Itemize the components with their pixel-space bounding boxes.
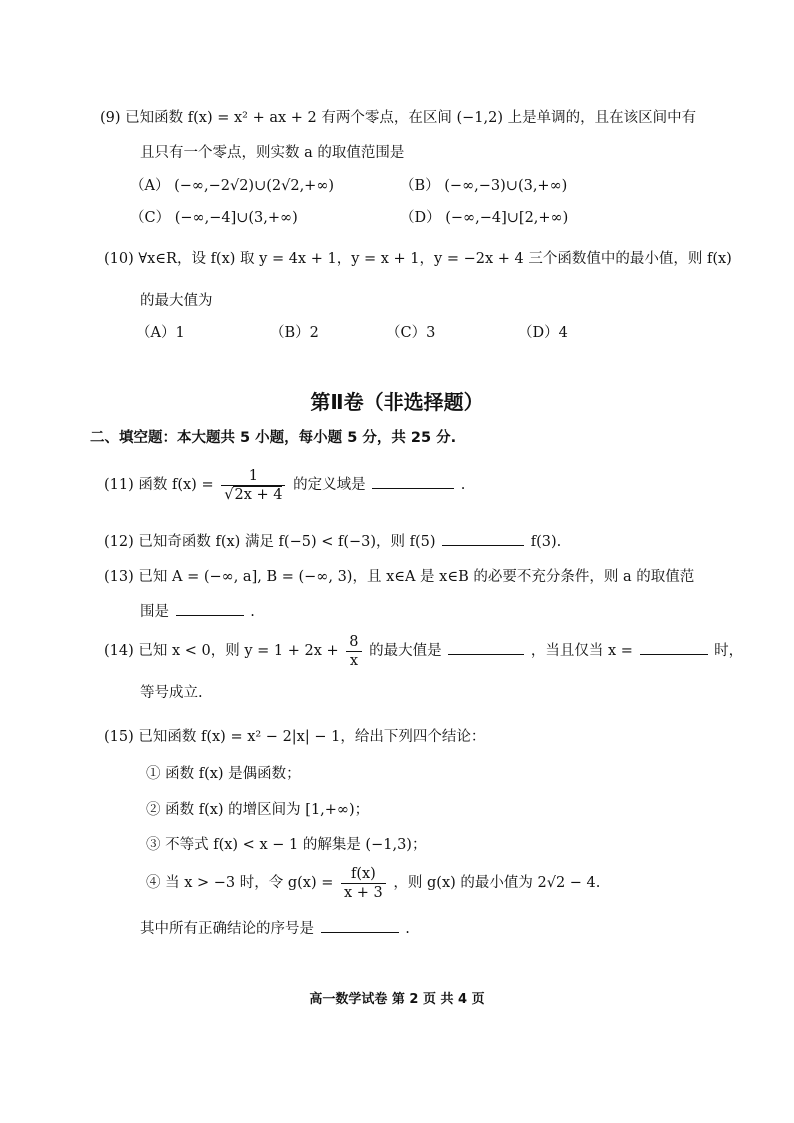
q13-text-line1: 已知 A = (−∞, a], B = (−∞, 3)，且 x∈A 是 x∈B 的必要不充分条件，则 a 的取值范 <box>138 569 695 585</box>
q15-item-3 <box>146 835 426 855</box>
q14-mid2: ，当且仅当 x = <box>530 643 633 659</box>
q15-item-2-mark: ② <box>146 802 161 818</box>
q15-item-1-mark: ① <box>146 766 161 782</box>
q11-numerator: 1 <box>221 467 285 486</box>
q12-line <box>104 531 561 552</box>
q15-item-4-denominator: x + 3 <box>344 884 383 901</box>
q15-text-line1: 已知函数 f(x) = x² − 2|x| − 1，给出下列四个结论： <box>138 729 486 745</box>
q13-answer-blank[interactable] <box>176 601 244 616</box>
q11-end: . <box>460 477 466 493</box>
q12-text: 已知奇函数 f(x) 满足 f(−5) < f(−3)，则 f(5) <box>138 534 436 550</box>
q9-option-d: （D） (−∞,−4]∪[2,+∞) <box>400 210 569 226</box>
q13-line1 <box>104 567 694 587</box>
q14-mid: 的最大值是 <box>369 643 442 659</box>
q10-text-line1: ∀x∈R，设 f(x) 取 y = 4x + 1，y = x + 1，y = −2x + 4 三个函数值中的最小值，则 f(x) <box>138 251 732 267</box>
q11-prefix: 函数 f(x) = <box>138 477 214 493</box>
section-title: 第Ⅱ卷（非选择题） <box>310 390 484 414</box>
q9-number: (9) <box>100 110 121 126</box>
q14-line2: 等号成立. <box>140 685 203 701</box>
q9-option-c: （C） (−∞,−4]∪(3,+∞) <box>130 210 298 226</box>
q11-fraction <box>221 467 285 504</box>
q10-number: (10) <box>104 251 134 267</box>
q15-item-4-fraction <box>341 865 386 902</box>
q11-suffix: 的定义域是 <box>293 477 366 493</box>
q15-item-1-text: 函数 f(x) 是偶函数； <box>165 766 301 782</box>
q10-option-b: （B）2 <box>270 325 319 341</box>
q13-line2 <box>140 601 255 622</box>
q14-end: 时， <box>714 643 744 659</box>
q14-prefix: 已知 x < 0，则 y = 1 + 2x + <box>138 643 339 659</box>
q15-end: . <box>405 921 410 937</box>
q11-radicand: 2x + 4 <box>234 486 283 503</box>
q12-number: (12) <box>104 534 134 550</box>
q12-end: f(3). <box>530 534 562 550</box>
q15-answer-blank[interactable] <box>321 918 399 933</box>
q15-item-4-numerator: f(x) <box>341 865 386 884</box>
q15-item-4-suffix: ，则 g(x) 的最小值为 2√2 − 4. <box>393 875 601 891</box>
q14-number: (14) <box>104 643 134 659</box>
sqrt-sign: √ <box>224 486 234 503</box>
q15-item-4-prefix: 当 x > −3 时，令 g(x) = <box>165 875 334 891</box>
q15-last-text: 其中所有正确结论的序号是 <box>140 921 314 937</box>
q14-line1 <box>104 632 743 670</box>
page-footer: 高一数学试卷 第 2 页 共 4 页 <box>309 992 485 1007</box>
q14-fraction <box>346 633 361 670</box>
section-heading: 二、填空题：本大题共 5 小题，每小题 5 分，共 25 分. <box>90 430 457 446</box>
q13-end: . <box>250 604 255 620</box>
q15-number: (15) <box>104 729 134 745</box>
q15-item-3-text: 不等式 f(x) < x − 1 的解集是 (−1,3)； <box>165 837 427 853</box>
q10-option-a: （A）1 <box>136 325 185 341</box>
q15-last-line <box>140 918 410 939</box>
q15-item-4-mark: ④ <box>146 875 161 891</box>
q14-numerator: 8 <box>346 633 361 652</box>
q10-line2: 的最大值为 <box>140 293 213 309</box>
q13-number: (13) <box>104 569 134 585</box>
q10-option-c: （C）3 <box>386 325 436 341</box>
q11-line <box>104 466 465 504</box>
q12-answer-blank[interactable] <box>442 531 524 546</box>
q15-item-2 <box>146 800 369 820</box>
q15-item-2-text: 函数 f(x) 的增区间为 [1,+∞)； <box>165 802 370 818</box>
q9-line1 <box>100 108 696 128</box>
q15-item-3-mark: ③ <box>146 837 161 853</box>
q11-number: (11) <box>104 477 134 493</box>
q15-line1 <box>104 727 485 747</box>
q15-item-4 <box>146 864 600 902</box>
q15-item-1 <box>146 764 301 784</box>
q9-option-b: （B） (−∞,−3)∪(3,+∞) <box>400 178 568 194</box>
q14-answer-blank-1[interactable] <box>448 640 524 655</box>
q9-option-a: （A） (−∞,−2√2)∪(2√2,+∞) <box>130 178 335 194</box>
q13-text-line2: 围是 <box>140 604 169 620</box>
q14-answer-blank-2[interactable] <box>640 640 708 655</box>
q11-answer-blank[interactable] <box>372 474 454 489</box>
q10-option-d: （D）4 <box>518 325 568 341</box>
q9-text-line1: 已知函数 f(x) = x² + ax + 2 有两个零点，在区间 (−1,2) 上是单调的，且在该区间中有 <box>125 110 697 126</box>
q14-denominator: x <box>349 652 358 669</box>
q10-line1 <box>104 249 732 269</box>
q9-line2: 且只有一个零点，则实数 a 的取值范围是 <box>140 145 405 161</box>
q11-denominator <box>221 486 285 504</box>
